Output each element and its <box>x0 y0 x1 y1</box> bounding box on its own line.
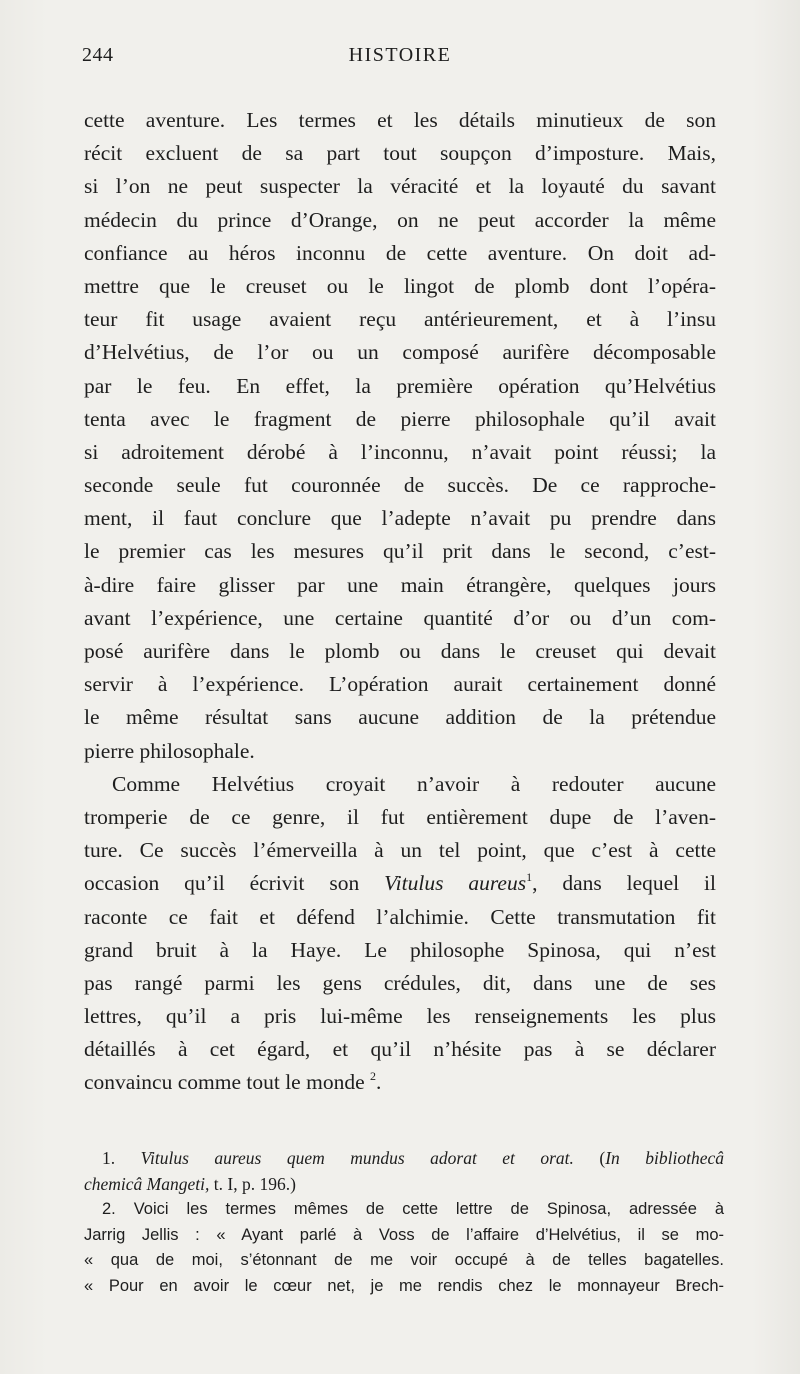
text-line-with-title <box>84 867 716 900</box>
text-line: lettres, qu’il a pris lui-même les renseignements les plus <box>84 1004 716 1029</box>
text-segment: , dans lequel il <box>532 871 716 896</box>
footnote-2-line: « qua de moi, s’étonnant de me voir occupé à de telles bagatelles. <box>84 1251 724 1269</box>
text-line: tromperie de ce genre, il fut entièrement dupe de l’aven- <box>84 804 716 829</box>
text-line: détaillés à cet égard, et qu’il n’hésite pas à se déclarer <box>84 1037 716 1062</box>
footnote-ref-2[interactable]: 2 <box>370 1069 376 1084</box>
text-segment: . <box>376 1070 382 1095</box>
footnotes <box>84 1146 724 1299</box>
text-line: ment, il faut conclure que l’adepte n’avait pu prendre dans <box>84 506 716 531</box>
text-segment: occasion qu’il écrivit son <box>84 871 385 896</box>
main-text <box>84 104 716 1100</box>
footnote-title: Vitulus aureus quem mundus adorat et orat. <box>140 1148 574 1168</box>
page-number: 244 <box>82 44 114 66</box>
text-segment: ( <box>573 1148 606 1168</box>
footnote-source: In bibliothecâ <box>605 1148 725 1168</box>
text-line: d’Helvétius, de l’or ou un composé aurifère décomposable <box>84 340 716 365</box>
footnote-2-line: « Pour en avoir le cœur net, je me rendis chez le monnayeur Brech- <box>84 1276 724 1295</box>
footnote-ref-1[interactable]: 1 <box>526 870 533 885</box>
page-header <box>82 44 718 78</box>
text-line: médecin du prince d’Orange, on ne peut accorder la même <box>84 207 716 232</box>
text-line: grand bruit à la Haye. Le philosophe Spinosa, qui n’est <box>84 937 716 962</box>
text-line: pas rangé parmi les gens crédules, dit, dans une de ses <box>84 970 716 995</box>
text-line: avant l’expérience, une certaine quantité d’or ou d’un com- <box>84 605 716 630</box>
running-title: HISTOIRE <box>348 44 452 66</box>
text-line: récit excluent de sa part tout soupçon d’imposture. Mais, <box>84 141 716 166</box>
text-line: par le feu. En effet, la première opération qu’Helvétius <box>84 373 716 398</box>
footnote-source: chemicâ Mangeti, <box>84 1173 210 1194</box>
text-line <box>84 1066 716 1099</box>
text-line: tenta avec le fragment de pierre philosophale qu’il avait <box>84 406 716 431</box>
text-line: cette aventure. Les termes et les détails minutieux de son <box>84 108 716 132</box>
text-line: ture. Ce succès l’émerveilla à un tel point, que c’est à cette <box>84 838 716 863</box>
text-line: seconde seule fut couronnée de succès. De ce rapproche- <box>84 473 716 498</box>
text-line: si l’on ne peut suspecter la véracité et la loyauté du savant <box>84 174 716 199</box>
text-line: pierre philosophale. <box>84 738 255 763</box>
text-line: si adroitement dérobé à l’inconnu, n’avait point réussi; la <box>84 439 716 464</box>
book-title-vitulus-aureus: Vitulus aureus <box>384 871 527 896</box>
text-line: mettre que le creuset ou le lingot de plomb dont l’opéra- <box>84 273 716 298</box>
text-segment: convaincu comme tout le monde <box>84 1070 370 1095</box>
text-line: posé aurifère dans le plomb ou dans le creuset qui devait <box>84 639 716 663</box>
footnote-number: 1. <box>102 1148 141 1168</box>
text-line: confiance au héros inconnu de cette aventure. On doit ad- <box>84 240 716 265</box>
text-line: servir à l’expérience. L’opération aurait certainement donné <box>84 672 716 697</box>
text-segment: t. I, p. 196.) <box>209 1173 296 1194</box>
text-line: raconte ce fait et défend l’alchimie. Cette transmutation fit <box>84 904 716 929</box>
footnote-2-line: Jarrig Jellis : « Ayant parlé à Voss de l’affaire d’Helvétius, il se mo- <box>84 1225 724 1244</box>
footnote-1-line <box>84 1172 724 1198</box>
text-line: à-dire faire glisser par une main étrangère, quelques jours <box>84 572 716 597</box>
text-line: teur fit usage avaient reçu antérieurement, et à l’insu <box>84 307 716 332</box>
footnote-1-line <box>84 1146 724 1172</box>
text-line: le même résultat sans aucune addition de la prétendue <box>84 705 716 730</box>
paragraph-start: Comme Helvétius croyait n’avoir à redouter aucune <box>112 771 716 796</box>
footnote-2-line: 2. Voici les termes mêmes de cette lettre de Spinosa, adressée à <box>102 1200 724 1218</box>
text-line: le premier cas les mesures qu’il prit dans le second, c’est- <box>84 539 716 564</box>
